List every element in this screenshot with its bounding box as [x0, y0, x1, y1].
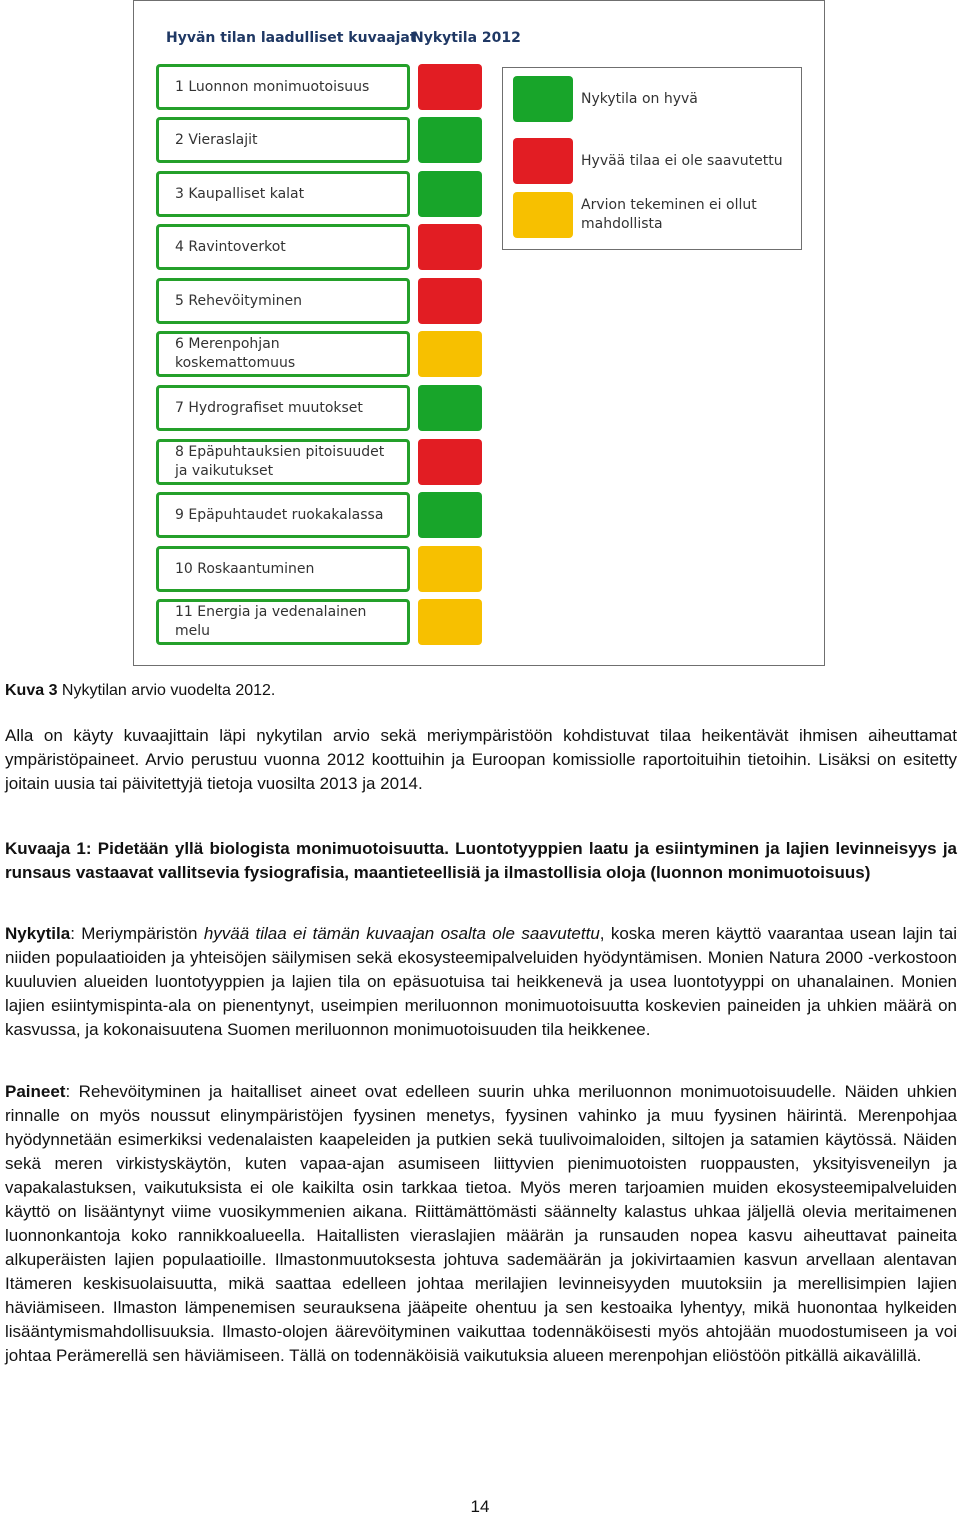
descriptor-label: 8 Epäpuhtauksien pitoisuudet ja vaikutukset [156, 439, 410, 485]
legend-item [513, 138, 793, 184]
legend-item [513, 76, 793, 122]
descriptor-label: 7 Hydrografiset muutokset [156, 385, 410, 431]
pressures-paragraph [5, 1080, 957, 1368]
status-indicator [418, 171, 482, 217]
legend-swatch [513, 76, 573, 122]
page-number: 14 [470, 1497, 490, 1516]
status-indicator [418, 439, 482, 485]
descriptor-row [156, 492, 636, 538]
caption-label: Kuva 3 [5, 682, 58, 699]
descriptor-row [156, 331, 636, 377]
status-indicator [418, 278, 482, 324]
status-indicator [418, 385, 482, 431]
status-indicator [418, 331, 482, 377]
descriptor-label: 11 Energia ja vedenalainen melu [156, 599, 410, 645]
status-label: Nykytila [5, 924, 71, 943]
figure-header-status: Nykytila 2012 [412, 30, 521, 46]
status-paragraph [5, 922, 957, 1042]
legend-swatch [513, 138, 573, 184]
legend [502, 67, 802, 250]
descriptor-row [156, 385, 636, 431]
status-indicator [418, 117, 482, 163]
status-indicator [418, 599, 482, 645]
status-figure [133, 0, 825, 666]
descriptor-label: 3 Kaupalliset kalat [156, 171, 410, 217]
descriptor-row [156, 439, 636, 485]
pressures-text: : Rehevöityminen ja haitalliset aineet ovat edelleen suurin uhka meriluonnon monimuotoisuudelle. Näiden uhkien rinnalle on myös noussut elinympäristöjen fyysinen menetys, fyysinen vahinko ja muu fyysinen häirintä. Merenpohjaa hyödynnetään esimerkiksi vedenalaisten kaapeleiden ja putkien sekä tuulivoimaloiden, siltojen ja satamien käytössä. Näiden sekä meren virkistyskäytön, kuten vapaa-ajan asumiseen liittyvien pienimuotoisten ruoppausten, yksityisveneilyn ja vapakalastuksen, vaikutuksista ei ole kaikilta osin tarkkaa tietoa. Myös meren tarjoamien muiden ekosysteemipalveluiden käyttö on lisääntynyt viime vuosikymmenien aikana. Riittämättömästi säännelty kalastus uhkaa jäljellä olevia meritaimenen luonnonkantoja koko rannikkoalueella. Haitallisten vieraslajien määrän ja runsauden nopea kasvu aiheuttavat paineita alkuperäisten lajien populaatioille. Ilmastonmuutoksesta johtuva sademäärän ja jokivirtaamien kasvun arvellaan alentavan Itämeren keskisuolaisuutta, mikä saattaa edelleen johtaa merilajien levinneisyyden muutoksiin ja merellisimpien lajien häviämiseen. Ilmaston lämpenemisen seurauksena jääpeite ohentuu ja sen kestoaika lyhentyy, mikä huonontaa hylkeiden lisääntymismahdollisuuksia. Ilmasto-olojen äärevöityminen vaikuttaa todennäköisesti myös ahtojään muodostumiseen ja voi johtaa Perämerellä sen häviämiseen. Tällä on todennäköisiä vaikutuksia alueen merenpohjan eliöstöön pitkällä aikavälillä. [5, 1082, 957, 1365]
section-heading-text: Kuvaaja 1: Pidetään yllä biologista monimuotoisuutta. Luontotyyppien laatu ja esiintyminen ja lajien levinneisyys ja runsaus vastaavat vallitsevia fysiografisia, maantieteellisiä ja ilmastollisia oloja (luonnon monimuotoisuus) [5, 839, 957, 882]
legend-item [513, 192, 793, 238]
descriptor-label: 10 Roskaantuminen [156, 546, 410, 592]
caption-text: Nykytilan arvio vuodelta 2012. [57, 682, 276, 699]
descriptor-label: 9 Epäpuhtaudet ruokakalassa [156, 492, 410, 538]
status-indicator [418, 492, 482, 538]
descriptor-row [156, 546, 636, 592]
descriptor-label: 4 Ravintoverkot [156, 224, 410, 270]
intro-paragraph: Alla on käyty kuvaajittain läpi nykytilan arvio sekä meriympäristöön kohdistuvat tilaa heikentävät ihmisen aiheuttamat ympäristöpaineet. Arvio perustuu vuonna 2012 koottuihin ja Euroopan komissiolle raportoituihin tietoihin. Lisäksi on esitetty joitain uusia tai päivitettyjä tietoja vuosilta 2013 ja 2014. [5, 726, 957, 793]
status-text-1: : Meriympäristön [70, 924, 204, 943]
legend-label: Nykytila on hyvä [581, 90, 698, 107]
pressures-label: Paineet [5, 1082, 66, 1101]
descriptor-label: 2 Vieraslajit [156, 117, 410, 163]
status-indicator [418, 224, 482, 270]
status-italic: hyvää tilaa ei tämän kuvaajan osalta ole saavutettu [203, 924, 600, 943]
descriptor-label: 1 Luonnon monimuotoisuus [156, 64, 410, 110]
descriptor-label: 5 Rehevöityminen [156, 278, 410, 324]
status-text-2: , koska meren käyttö vaarantaa usean lajin tai niiden populaatioiden ja yhteisöjen säilymisen sekä ekosysteemipalveluiden hyödyntämisen. Monien Natura 2000 -verkostoon kuuluvien alueiden luontotyyppien ja lajien tila on epäsuotuisa tai heikkenevä ja usea luontotyyppi on uhanalainen. Monien lajien esiintymispinta-ala on pienentynyt, useimpien meriluonnon monimuotoisuutta koskevien paineiden ja uhkien määrä on kasvussa, ja kokonaisuutena Suomen meriluonnon monimuotoisuuden tila heikkenee. [5, 924, 957, 1039]
descriptor-row [156, 278, 636, 324]
descriptor-row [156, 599, 636, 645]
figure-caption [5, 680, 275, 702]
descriptor-label: 6 Merenpohjan koskemattomuus [156, 331, 410, 377]
legend-label: Hyvää tilaa ei ole saavutettu [581, 152, 783, 169]
legend-swatch [513, 192, 573, 238]
status-indicator [418, 546, 482, 592]
status-indicator [418, 64, 482, 110]
legend-label: Arvion tekeminen ei ollut mahdollista [581, 197, 757, 232]
section-heading [5, 837, 957, 885]
figure-header-descriptors: Hyvän tilan laadulliset kuvaajat [166, 30, 417, 46]
